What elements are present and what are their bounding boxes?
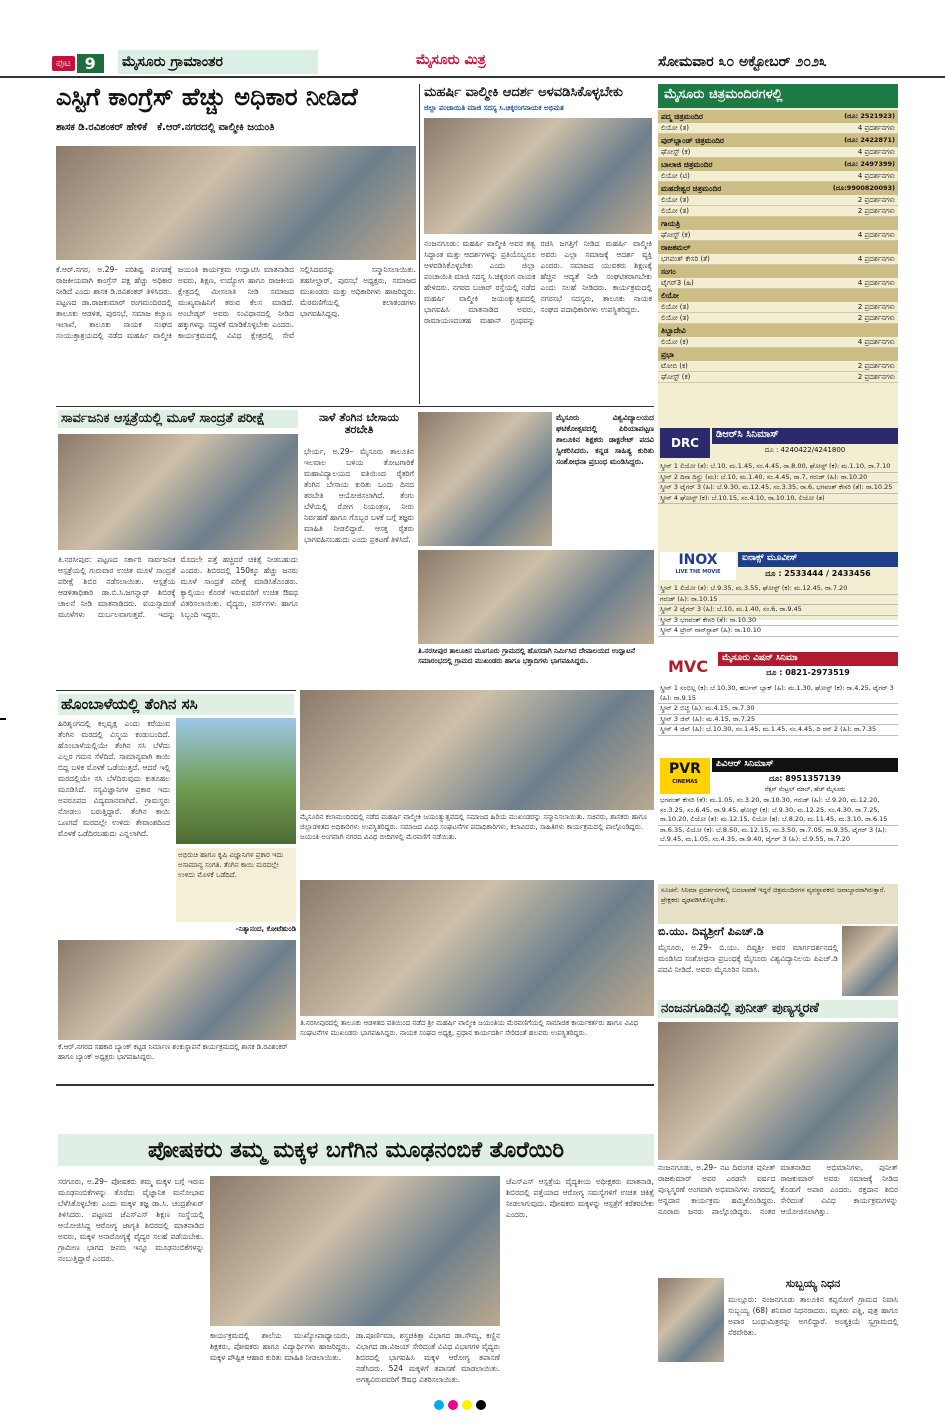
inox-title: ಐನಾಕ್ಸ್ ಮೂವೀಸ್ xyxy=(738,552,898,567)
inox-showtimes xyxy=(658,584,898,637)
checkup-body: ತಿ.ನರಸೀಪುರ: ಪಟ್ಟಣದ ಸರ್ಕಾರಿ ಸಾರ್ವಜನಿಕ ಆಸ್ಪತ್ರೆಯಲ್ಲಿ ಗುರುವಾರ ಉಚಿತ ಮೂಳೆ ಸಾಂದ್ರತೆ ಪರೀಕ್ಷೆ ಶಿಬಿರ ನಡೆಸಲಾಯಿತು. ಆಸ್ಪತ್ರೆಯ ಆಡಳಿತಾಧಿಕಾರಿ ಡಾ.ಬಿ.ಸಿ.ಜಗನ್ನಾಥ್ ಶಿಬಿರಕ್ಕೆ ಚಾಲನೆ ನೀಡಿ ಮಾತನಾಡಿದರು. ವಯಸ್ಸಾದಂತೆ ಮೂಳೆಗಳು ದುರ್ಬಲವಾಗುತ್ತವೆ. ಇದನ್ನು ಮೊದಲೇ ಪತ್ತೆ ಹಚ್ಚಿದರೆ ಚಿಕಿತ್ಸೆ ನೀಡಬಹುದು ಎಂದರು. ಶಿಬಿರದಲ್ಲಿ 150ಕ್ಕೂ ಹೆಚ್ಚು ಜನರು ಮೂಳೆ ಸಾಂದ್ರತೆ ಪರೀಕ್ಷೆ ಮಾಡಿಸಿಕೊಂಡರು. ಕ್ಯಾಲ್ಸಿಯಂ ಕೊರತೆ ಇರುವವರಿಗೆ ಉಚಿತ ಔಷಧ ವಿತರಿಸಲಾಯಿತು. ವೈದ್ಯರು, ನರ್ಸ್‌ಗಳು ಹಾಗೂ ಸಿಬ್ಬಂದಿ ಇದ್ದರು. xyxy=(58,555,298,619)
valmiki-sub: ಜಿಲ್ಲಾ ಪಂಚಾಯಿತಿ ಮಾಜಿ ಸದಸ್ಯ ಸಿ.ಚಿಕ್ಕರಂಗನಾಯಕ ಅಭಿಮತ xyxy=(424,104,564,112)
inox-tagline: LIVE THE MOVIE xyxy=(675,569,721,575)
theatre-name xyxy=(658,265,898,278)
coconut-photo xyxy=(176,718,296,844)
movie-title: ಘೋಸ್ಟ್ (ಕ) xyxy=(661,231,691,239)
felicitation-photo xyxy=(300,690,654,810)
show-row xyxy=(658,123,898,134)
drc-showtime-row: ಸ್ಕ್ರೀನ್ 2 ದಿನಾ ದಿನ್ಹು (ಮ): ಬೆ.10, ಮ.1.40, ಸಂ.4.45, ರಾ.7, ಗರುಡ್ (ಹಿ): ರಾ.10.20 xyxy=(658,473,898,484)
theatre-title: ರಾಜಕಮಲ್ xyxy=(661,243,691,252)
show-row xyxy=(658,230,898,241)
coconut-credit: –ನಿತ್ಯಾನಂದ, ಕೋಟೆಹುಂಡಿ xyxy=(235,925,296,933)
show-count: 2 ಪ್ರದರ್ಶನಗಳು xyxy=(857,362,895,370)
drc-logo: DRC xyxy=(660,428,710,458)
pvr-phone: ದೂ: 8951357139 xyxy=(769,774,841,783)
show-count: 2 ಪ್ರದರ್ಶನಗಳು xyxy=(857,207,895,215)
theatre-title: ತಿಬ್ಬಾದೇವಿ xyxy=(661,326,686,335)
bottom-col1: ಸರಗೂರು, ಅ.29– ಪೋಷಕರು ತಮ್ಮ ಮಕ್ಕಳ ಬಗ್ಗೆ ಇರುವ ಮೂಢನಂಬಿಕೆಗಳನ್ನು ತೊರೆದು ವೈಜ್ಞಾನಿಕ ಮನೋಭಾವ ಬೆಳೆಸಿಕೊಳ್ಳಬೇಕು ಎಂದು ಮಕ್ಕಳ ತಜ್ಞ ಡಾ.ಸಿ. ಚಂದ್ರಶೇಖರ್ ತಿಳಿಸಿದರು. ಪಟ್ಟಣದ ಜೆಎಸ್‌ಎಸ್ ಶಿಕ್ಷಣ ಸಂಸ್ಥೆಯಲ್ಲಿ ಆಯೋಜಿಸಿದ್ದ ಆರೋಗ್ಯ ಜಾಗೃತಿ ಶಿಬಿರದಲ್ಲಿ ಮಾತನಾಡಿದ ಅವರು, ಮಕ್ಕಳ ಅನಾರೋಗ್ಯಕ್ಕೆ ವೈದ್ಯರ ಸಲಹೆ ಪಡೆಯಬೇಕು. ಗ್ರಾಮೀಣ ಭಾಗದ ಜನರು ಇನ್ನೂ ಮೂಢನಂಬಿಕೆಗಳನ್ನು ನಂಬುತ್ತಿದ್ದಾರೆ ಎಂದರು. xyxy=(58,1177,204,1263)
divider xyxy=(56,1084,654,1086)
page-number: 9 xyxy=(77,54,104,73)
drc-phone: ದೂ : 4240422/4241800 xyxy=(764,446,846,454)
theatre-name xyxy=(658,182,898,195)
theatre-name xyxy=(658,158,898,171)
movie-title: ಲಿಯೋ (ಕ) xyxy=(661,338,689,346)
show-row xyxy=(658,337,898,348)
movie-title: ಟೋಬಿ (ಕ) xyxy=(661,362,688,370)
mvc-showtime-row: ಸ್ಕ್ರೀನ್ 2 ಬಿಚ್ಚಿ (ಹಿ): ಮ.4.15, ರಾ.7.30 xyxy=(658,704,898,715)
movie-title: ಲಿಯೋ (ಟಿ) xyxy=(661,172,690,180)
bottom-col4: ಜೆಎಸ್‌ಎಸ್ ಆಸ್ಪತ್ರೆಯ ವೈದ್ಯಕೀಯ ಅಧೀಕ್ಷಕರು ಮಾತನಾಡಿ, ಶಿಬಿರದಲ್ಲಿ ಪತ್ತೆಯಾದ ಆರೋಗ್ಯ ಸಮಸ್ಯೆಗಳಿಗೆ ಉಚಿತ ಚಿಕಿತ್ಸೆ ನೀಡಲಾಗುವುದು. ಪೋಷಕರು ಮಕ್ಕಳನ್ನು ಆಸ್ಪತ್ರೆಗೆ ಕರೆತರಬೇಕು ಎಂದರು. xyxy=(506,1177,654,1219)
coconut-body: ಹಿರಿಶೃಂಗದಲ್ಲಿ ಕಲ್ಪವೃಕ್ಷ ಎಂದು ಕರೆಯುವ ತೆಂಗಿನ ಮರದಲ್ಲಿ ವಿಸ್ಮಯ ಕಂಡುಬಂದಿದೆ. ಹೊಂಬಾಳೆಯಲ್ಲಿಯೇ ತೆಂಗಿನ ಸಸಿ ಬೆಳೆದು ಎಲ್ಲರ ಗಮನ ಸೆಳೆದಿದೆ. ಸಾಮಾನ್ಯವಾಗಿ ಕಾಯಿ ಬಿದ್ದ ಬಳಿಕ ಮೊಳಕೆ ಒಡೆಯುತ್ತದೆ. ಆದರೆ ಇಲ್ಲಿ ಮರದಲ್ಲಿಯೇ ಸಸಿ ಬೆಳೆದಿರುವುದು ಕುತೂಹಲ ಮೂಡಿಸಿದೆ. ಸಸ್ಯವಿಜ್ಞಾನಿಗಳ ಪ್ರಕಾರ ಇದು ಅಪರೂಪದ ವಿದ್ಯಮಾನವಾಗಿದೆ. ಗ್ರಾಮಸ್ಥರು ನೋಡಲು ಬರುತ್ತಿದ್ದಾರೆ. ತೆಂಗಿನ ಕಾಯಿ ಒಣಗದೆ ಮರದಲ್ಲೇ ಉಳಿದು ತೇವಾಂಶದಿಂದ ಮೊಳಕೆ ಒಡೆದಿರಬಹುದು ಎನ್ನಲಾಗಿದೆ. xyxy=(58,719,170,838)
registration-marks xyxy=(434,1400,486,1410)
phd-portrait xyxy=(842,926,898,996)
theatre-name xyxy=(658,289,898,302)
theatre-phone: (ದೂ: 2497399) xyxy=(844,160,895,168)
show-count: 4 ಪ್ರದರ್ಶನಗಳು xyxy=(857,279,895,287)
inox-showtime-row: ಸ್ಕ್ರೀನ್ 3 ಭಗವಂತ್ ಕೇಸರಿ (ತೆ): ರಾ.10.30 xyxy=(658,616,898,627)
fold-mark xyxy=(0,718,6,720)
show-row xyxy=(658,372,898,383)
yellow-mark xyxy=(462,1400,472,1410)
show-row xyxy=(658,171,898,182)
cinema-title: ಮೈಸೂರು ಚಿತ್ರಮಂದಿರಗಳಲ್ಲಿ xyxy=(658,84,898,108)
movie-title: ಘೋಸ್ಟ್ (ಕ) xyxy=(661,373,691,381)
movie-title: ಭಗವಂತ್ ಕೇಸರಿ (ತೆ) xyxy=(661,255,710,263)
pvr-showtime-row: ರಾ.6.35, ಲಿಯೋ (ಕ): ಬೆ.8.50, ಮ.12.15, ಸಂ.3.50, ರಾ.7.05, ರಾ.9.35, ಟೈಗರ್ 3 (ಹಿ): ಬೆ.9.45, ಮ.1.05, ಸಂ.4.35, ರಾ.9.40, ಟೈಗರ್ 3 (ಹಿ): ಬೆ.9.55, ರಾ.7.20 xyxy=(658,826,898,846)
lead-photo xyxy=(56,146,416,260)
doctorate-photo xyxy=(418,412,552,546)
theatre-title: ಸಂಗಂ xyxy=(661,267,676,276)
magenta-mark xyxy=(448,1400,458,1410)
obit-body: ಮುಲ್ಲೂರು: ನಂಜನಗೂಡು ತಾಲೂಕಿನ ಕಪ್ಪಸೋಗೆ ಗ್ರಾಮದ ನಿವಾಸಿ ಸುಬ್ಬಯ್ಯ (68) ಶನಿವಾರ ನಿಧನರಾದರು. ಮೃತರು ಪತ್ನಿ, ಪುತ್ರ ಹಾಗೂ ಅಪಾರ ಬಂಧುಮಿತ್ರರನ್ನು ಅಗಲಿದ್ದಾರೆ. ಅಂತ್ಯಕ್ರಿಯೆ ಸ್ವಗ್ರಾಮದಲ್ಲಿ ನೆರವೇರಿತು. xyxy=(728,1295,898,1337)
theatre-name xyxy=(658,110,898,123)
show-count: 4 ಪ್ರದರ್ಶನಗಳು xyxy=(857,172,895,180)
show-count: 4 ಪ್ರದರ್ಶನಗಳು xyxy=(857,338,895,346)
theatre-title: ಬಾಲಾಜಿ ಚಿತ್ರಮಂದಿರ xyxy=(661,160,713,169)
section-title: ಮೈಸೂರು ಗ್ರಾಮಾಂತರ xyxy=(122,54,223,70)
show-row xyxy=(658,147,898,158)
divider xyxy=(56,690,296,691)
show-count: 4 ಪ್ರದರ್ಶನಗಳು xyxy=(857,148,895,156)
theatre-title: ಪುರ್‌ಬ್ಲಾಂಡ್ ಚಿತ್ರಮಂದಿರ xyxy=(661,136,724,145)
theatre-phone: (ದೂ: 2422871) xyxy=(844,136,895,144)
coconut-box: ಅಭಿರುಚಿ ಹಾಗೂ ಕೃಷಿ ವಿಜ್ಞಾನಿಗಳ ಪ್ರಕಾರ ಇದು ಅಸಾಮಾನ್ಯ ಸಂಗತಿ. ತೆಂಗಿನ ಕಾಯಿ ಮರದಲ್ಲೇ ಉಳಿದು ಮೊಳಕೆ ಒಡೆದಿದೆ. xyxy=(176,848,296,922)
inox-showtime-row: ಸ್ಕ್ರೀನ್ 2 ಟೈಗರ್ 3 (ಹಿ): ಬೆ.10, ಮ.1.40, ಸಂ.6, ರಾ.9.45 xyxy=(658,605,898,616)
show-row xyxy=(658,195,898,206)
theatre-title: ಗಾಯತ್ರಿ xyxy=(661,219,681,228)
black-mark xyxy=(476,1400,486,1410)
temple-caption: ತಿ.ನರಸೀಪುರ ತಾಲೂಕಿನ ಮೂಗೂರು ಗ್ರಾಮದಲ್ಲಿ ಹೊಸದಾಗಿ ನಿರ್ಮಿಸಿದ ದೇವಾಲಯದ ಉದ್ಘಾಟನೆ ಸಮಾರಂಭದಲ್ಲಿ ಗ್ರಾಮದ ಮುಖಂಡರು ಹಾಗೂ ಭಕ್ತಾದಿಗಳು ಭಾಗವಹಿಸಿದ್ದರು. xyxy=(418,647,636,665)
cyan-mark xyxy=(434,1400,444,1410)
theatre-name xyxy=(658,134,898,147)
mvc-showtime-row: ಸ್ಕ್ರೀನ್ 3 ಜಿನ್ (ಹಿ): ಮ.4.15, ರಾ.7.25 xyxy=(658,715,898,726)
show-row xyxy=(658,254,898,265)
movie-title: ಲಿಯೋ (ತ) xyxy=(661,314,689,322)
lead-subheads xyxy=(56,122,416,133)
bottom-headline: ಪೋಷಕರು ತಮ್ಮ ಮಕ್ಕಳ ಬಗೆಗಿನ ಮೂಢನಂಬಿಕೆ ತೊರೆಯಿರಿ xyxy=(58,1134,654,1166)
checkup-headline: ಸಾರ್ವಜನಿಕ ಆಸ್ಪತ್ರೆಯಲ್ಲಿ ಮೂಳೆ ಸಾಂದ್ರತೆ ಪರೀಕ್ಷೆ xyxy=(58,410,298,428)
theatre-title: ಪ್ರಭಾ xyxy=(661,350,674,359)
training-body: ಭೇರ್ಯ, ಅ.29– ಮೈಸೂರು ತಾಲೂಕಿನ ಇಲವಾಲ ಬಳಿಯ ತೋಟಗಾರಿಕೆ ಮಹಾವಿದ್ಯಾಲಯದ ವತಿಯಿಂದ ರೈತರಿಗೆ ತೆಂಗಿನ ಬೇಸಾಯ ಕುರಿತು ಒಂದು ದಿನದ ತರಬೇತಿ ಆಯೋಜಿಸಲಾಗಿದೆ. ತೆಂಗು ಬೆಳೆಯಲ್ಲಿ ರೋಗ ನಿಯಂತ್ರಣ, ನೀರು ನಿರ್ವಹಣೆ ಹಾಗೂ ಗೊಬ್ಬರ ಬಳಕೆ ಬಗ್ಗೆ ತಜ್ಞರು ಮಾಹಿತಿ ನೀಡಲಿದ್ದಾರೆ. ಆಸಕ್ತ ರೈತರು ಭಾಗವಹಿಸಬಹುದು ಎಂದು ಪ್ರಕಟಣೆ ತಿಳಿಸಿದೆ. xyxy=(304,447,414,544)
pvr-address: ನೆಕ್ಸಸ್ ಸೆಂಟ್ರಲ್ ಮಾಲ್, ಹೆಚ್ ಮೈಸೂರು xyxy=(764,786,846,793)
obit-portrait xyxy=(658,1278,724,1362)
mvc-showtimes xyxy=(658,684,898,736)
pvr-logo xyxy=(660,758,710,794)
procession-caption: ತಿ.ನರಸೀಪುರದಲ್ಲಿ ತಾಲೂಕು ಆಡಳಿತದ ವತಿಯಿಂದ ನಡೆದ ಶ್ರೀ ಮಹರ್ಷಿ ವಾಲ್ಮೀಕಿ ಜಯಂತಿಯ ಮೆರವಣಿಗೆಯಲ್ಲಿ ಸಾಮಾಜಿಕ ಕಾರ್ಯಕರ್ತರು ಹಾಗೂ ವಿವಿಧ ಸಂಘಟನೆಗಳ ಮುಖಂಡರು ಭಾಗವಹಿಸಿದ್ದರು. ನಾಯಕ ಸಂಘದ ಅಧ್ಯಕ್ಷ, ಪ್ರಧಾನ ಕಾರ್ಯದರ್ಶಿ ಸೇರಿದಂತೆ ಹಲವರು ಉಪಸ್ಥಿತರಿದ್ದರು. xyxy=(300,1019,638,1037)
drc-showtime-row: ಸ್ಕ್ರೀನ್ 1 ಲಿಯೋ (ತ): ಬೆ.10, ಮ.1.45, ಸಂ.4.45, ರಾ.8.00, ಘೋಸ್ಟ್ (ಕ): ಮ.1.10, ರಾ.7.10 xyxy=(658,462,898,473)
obit-headline: ಸುಬ್ಬಯ್ಯ ನಿಧನ xyxy=(785,1277,841,1290)
puneeth-body: ನಂಜನಗೂಡು, ಅ.29– ನಟ ದಿವಂಗತ ಪುನೀತ್ ರಾಜಕುಮಾರ್ ಅವರ ಎರಡನೇ ವರ್ಷದ ಪುಣ್ಯಸ್ಮರಣೆ ಅಂಗವಾಗಿ ಅಭಿಮಾನಿಗಳು ನಗರದಲ್ಲಿ ಅನ್ನದಾನ ಕಾರ್ಯಕ್ರಮ ಹಮ್ಮಿಕೊಂಡಿದ್ದರು. ನೂರಾರು ಜನರು ಪಾಲ್ಗೊಂಡಿದ್ದರು. ನಂತರ ಮಾತನಾಡಿದ ಅಭಿಮಾನಿಗಳು, ಪುನೀತ್ ರಾಜಕುಮಾರ್ ಅವರು ಸಮಾಜಕ್ಕೆ ನೀಡಿದ ಕೊಡುಗೆ ಅಪಾರ ಎಂದರು. ರಕ್ತದಾನ ಶಿಬಿರ ಸೇರಿದಂತೆ ವಿವಿಧ ಕಾರ್ಯಕ್ರಮಗಳನ್ನು ಆಯೋಜಿಸಲಾಗಿತ್ತು. xyxy=(658,1163,898,1216)
felicitation-caption: ಮೈಸೂರಿನ ಕಲಾಮಂದಿರದಲ್ಲಿ ನಡೆದ ಮಹರ್ಷಿ ವಾಲ್ಮೀಕಿ ಜಯಂತ್ಯುತ್ಸವದಲ್ಲಿ ಸಮಾಜದ ಹಿರಿಯ ಮುಖಂಡರನ್ನು ಸನ್ಮಾನಿಸಲಾಯಿತು. ಸಚಿವರು, ಶಾಸಕರು ಹಾಗೂ ಜಿಲ್ಲಾಡಳಿತದ ಅಧಿಕಾರಿಗಳು ಉಪಸ್ಥಿತರಿದ್ದರು. ಸಮಾಜದ ವಿವಿಧ ಸಂಘಟನೆಗಳ ಪದಾಧಿಕಾರಿಗಳು, ಕಲಾವಿದರು, ಸಾಹಿತಿಗಳು ಕಾರ್ಯಕ್ರಮದಲ್ಲಿ ಪಾಲ್ಗೊಂಡಿದ್ದರು. ಜಯಂತಿ ಅಂಗವಾಗಿ ನಗರದ ವಿವಿಧ ಬೀದಿಗಳಲ್ಲಿ ಮೆರವಣಿಗೆ ನಡೆಯಿತು. xyxy=(300,813,648,841)
theatre-name xyxy=(658,348,898,361)
divider xyxy=(419,84,420,404)
training-headline: ನಾಳೆ ತೆಂಗಿನ ಬೇಸಾಯ ತರಬೇತಿ xyxy=(319,411,399,437)
show-row xyxy=(658,206,898,217)
lead-body: ಕೆ.ಆರ್.ನಗರ, ಅ.29– ಪರಿಶಿಷ್ಟ ಪಂಗಡಕ್ಕೆ ರಾಜಕೀಯವಾಗಿ ಕಾಂಗ್ರೆಸ್ ಪಕ್ಷ ಹೆಚ್ಚು ಅಧಿಕಾರ ನೀಡಿದೆ ಎಂದು ಶಾಸಕ ಡಿ.ರವಿಶಂಕರ್ ತಿಳಿಸಿದರು. ಪಟ್ಟಣದ ಡಾ.ರಾಜಕುಮಾರ್ ರಂಗಮಂದಿರದಲ್ಲಿ ತಾಲೂಕು ಆಡಳಿತ, ಪುರಸಭೆ, ಸಮಾಜ ಕಲ್ಯಾಣ ಇಲಾಖೆ, ತಾಲೂಕು ನಾಯಕ ಸಂಘದ ಸಂಯುಕ್ತಾಶ್ರಯದಲ್ಲಿ ನಡೆದ ಮಹರ್ಷಿ ವಾಲ್ಮೀಕಿ ಜಯಂತಿ ಕಾರ್ಯಕ್ರಮ ಉದ್ಘಾಟಿಸಿ ಮಾತನಾಡಿದ ಅವರು, ಶಿಕ್ಷಣ, ಉದ್ಯೋಗ ಹಾಗೂ ರಾಜಕೀಯ ಕ್ಷೇತ್ರದಲ್ಲಿ ಮೀಸಲಾತಿ ನೀಡಿ ಸಮಾಜದ ಮುಖ್ಯವಾಹಿನಿಗೆ ತರುವ ಕೆಲಸ ಮಾಡಿದೆ. ಅಂಬೇಡ್ಕರ್ ಅವರು ಸಂವಿಧಾನದಲ್ಲಿ ನೀಡಿದ ಹಕ್ಕುಗಳನ್ನು ಸದ್ಬಳಕೆ ಮಾಡಿಕೊಳ್ಳಬೇಕು ಎಂದರು. ಕಾರ್ಯಕ್ರಮದಲ್ಲಿ ವಿವಿಧ ಕ್ಷೇತ್ರದಲ್ಲಿ ಸೇವೆ ಸಲ್ಲಿಸಿದವರನ್ನು ಸನ್ಮಾನಿಸಲಾಯಿತು. ತಹಸೀಲ್ದಾರ್, ಪುರಸಭೆ ಅಧ್ಯಕ್ಷರು, ಸಮಾಜದ ಮುಖಂಡರು ಮತ್ತು ಅಧಿಕಾರಿಗಳು ಹಾಜರಿದ್ದರು. ಮೆರವಣಿಗೆಯಲ್ಲಿ ಕಲಾತಂಡಗಳು ಭಾಗವಹಿಸಿದ್ದವು. xyxy=(56,265,416,340)
theatre-name xyxy=(658,217,898,230)
puneeth-photo xyxy=(658,1022,898,1160)
puneeth-headline: ನಂಜನಗೂಡಿನಲ್ಲಿ ಪುನೀತ್ ಪುಣ್ಯಸ್ಮರಣೆ xyxy=(658,1000,898,1018)
mvc-logo: MVC xyxy=(660,652,716,680)
show-count: 2 ಪ್ರದರ್ಶನಗಳು xyxy=(857,373,895,381)
show-row xyxy=(658,361,898,372)
movie-title: ಲಿಯೋ (ತ) xyxy=(661,207,689,215)
movie-title: ಲಿಯೋ (ತ) xyxy=(661,303,689,311)
phd-headline: ಬಿ.ಯು. ದಿವ್ಯಶ್ರೀಗೆ ಪಿಎಚ್.ಡಿ xyxy=(658,925,764,938)
theatre-title: ಪದ್ಮ ಚಿತ್ರಮಂದಿರ xyxy=(661,112,703,121)
inox-showtime-row: ಸ್ಕ್ರೀನ್ 4 ಟ್ರೇನ್ ನಾನ್‌ಸ್ಟಾಪ್ (ಹಿ): ರಾ.10.10 xyxy=(658,626,898,637)
bank-photo xyxy=(58,940,296,1040)
lead-headline: ಎಸ್ಟಿಗೆ ಕಾಂಗ್ರೆಸ್ ಹೆಚ್ಚು ಅಧಿಕಾರ ನೀಡಿದೆ xyxy=(56,82,358,111)
bank-caption: ಕೆ.ಆರ್.ನಗರದ ಸಹಕಾರ ಬ್ಯಾಂಕ್ ಕಟ್ಟಡ ನಿರ್ಮಾಣ ಶಂಕುಸ್ಥಾಪನೆ ಕಾರ್ಯಕ್ರಮದಲ್ಲಿ ಶಾಸಕ ಡಿ.ರವಿಶಂಕರ್ ಹಾಗೂ ಬ್ಯಾಂಕ್ ಅಧ್ಯಕ್ಷರು ಭಾಗವಹಿಸಿದ್ದರು. xyxy=(58,1043,288,1061)
show-count: 2 ಪ್ರದರ್ಶನಗಳು xyxy=(857,314,895,322)
temple-photo xyxy=(418,550,654,644)
coconut-headline: ಹೊಂಬಾಳೆಯಲ್ಲಿ ತೆಂಗಿನ ಸಸಿ xyxy=(58,694,294,715)
checkup-photo xyxy=(58,434,298,550)
inox-phone: ದೂ : 2533444 / 2433456 xyxy=(765,569,871,578)
show-row xyxy=(658,302,898,313)
drc-title: ಡಿಆರ್‌ಸಿ ಸಿನಿಮಾಸ್ xyxy=(712,428,898,444)
theatre-name xyxy=(658,324,898,337)
cinema-note: ಸೂಚನೆ: ಸಿನಿಮಾ ಪ್ರದರ್ಶನಗಳಲ್ಲಿ ಬದಲಾವಣೆ ಇದ್ದರೆ ಚಿತ್ರಮಂದಿರಗಳ ವ್ಯವಸ್ಥಾಪಕರು ಜವಾಬ್ದಾರರಾಗಿರುತ್ತಾರೆ. ಪ್ರೇಕ್ಷಕರು ದೃಢಪಡಿಸಿಕೊಳ್ಳಬೇಕು. xyxy=(658,884,898,924)
drc-showtime-row: ಸ್ಕ್ರೀನ್ 4 ಘೋಸ್ಟ್ (ಕ): ಬೆ.10.15, ಸಂ.4.10, ರಾ.10.10, ಲಿಯೋ (ತ) xyxy=(658,494,898,505)
doctorate-body: ಮೈಸೂರು ವಿಶ್ವವಿದ್ಯಾಲಯದ ಘಟಿಕೋತ್ಸವದಲ್ಲಿ ಪಿರಿಯಾಪಟ್ಟಣ ತಾಲೂಕಿನ ಶಿಕ್ಷಕರು ಡಾಕ್ಟರೇಟ್ ಪದವಿ ಸ್ವೀಕರಿಸಿದರು. ಕನ್ನಡ ಸಾಹಿತ್ಯ ಕುರಿತು ಸಂಶೋಧನಾ ಪ್ರಬಂಧ ಮಂಡಿಸಿದ್ದರು. xyxy=(556,413,654,466)
bottom-col2: ಕಾರ್ಯಕ್ರಮದಲ್ಲಿ ಶಾಲೆಯ ಮುಖ್ಯೋಪಾಧ್ಯಾಯರು, ಶಿಕ್ಷಕರು, ಪೋಷಕರು ಹಾಗೂ ವಿದ್ಯಾರ್ಥಿಗಳು ಹಾಜರಿದ್ದರು. ಮಕ್ಕಳ ಪೌಷ್ಟಿಕ ಆಹಾರ ಕುರಿತು ಮಾಹಿತಿ ನೀಡಲಾಯಿತು. xyxy=(210,1331,350,1362)
show-count: 4 ಪ್ರದರ್ಶನಗಳು xyxy=(857,124,895,132)
show-count: 4 ಪ್ರದರ್ಶನಗಳು xyxy=(857,255,895,263)
theatre-title: ಲಿಯೋ xyxy=(661,291,679,300)
drc-showtimes xyxy=(658,462,898,504)
movie-title: ಲಿಯೋ (ತ) xyxy=(661,196,689,204)
movie-title: ಟೈಗರ್3 (ಹಿ) xyxy=(661,279,694,287)
show-row xyxy=(658,278,898,289)
mvc-title: ಮೈಸೂರು ವಿಷನ್ ಸಿನಿಮಾ xyxy=(718,652,898,666)
lead-sub1: ಶಾಸಕ ಡಿ.ರವಿಶಂಕರ್ ಹೇಳಿಕೆ xyxy=(56,122,148,133)
show-count: 4 ಪ್ರದರ್ಶನಗಳು xyxy=(857,231,895,239)
issue-date: ಸೋಮವಾರ ೩೦ ಅಕ್ಟೋಬರ್ ೨೦೨೩ xyxy=(658,54,827,70)
show-count: 2 ಪ್ರದರ್ಶನಗಳು xyxy=(857,196,895,204)
drc-showtime-row: ಸ್ಕ್ರೀನ್ 3 ಟೈಗರ್ 3 (ಹಿ): ಬೆ.9.30, ಮ.12.45, ಸಂ.3.35, ರಾ.6, ಭಗವಂತ್ ಕೇಸರಿ (ತೆ): ರಾ.10.25 xyxy=(658,483,898,494)
movie-title: ಘೋಸ್ಟ್ (ಕ) xyxy=(661,148,691,156)
theatre-name xyxy=(658,241,898,254)
inox-logo xyxy=(660,552,736,580)
mvc-showtime-row: ಸ್ಕ್ರೀನ್ 4 ಜಿನ್ (ಹಿ): ಬೆ.10.30, ಸಂ.1.45, ಮ.1.45, ಸಂ.4.45, ದಿ ರನ್ 2 (ಹಿ): ರಾ.7.35 xyxy=(658,725,898,736)
movie-title: ಲಿಯೋ (ತ) xyxy=(661,124,689,132)
inox-wordmark: INOX xyxy=(678,552,718,568)
pvr-wordmark: PVR xyxy=(669,761,701,777)
mvc-showtime-row: ಸ್ಕ್ರೀನ್ 1 ಸಂಭಿಲ್ಲ (ಕ): ಬೆ.10.30, ಹರ್ಬನ್ ಬ್ಲಾಕ್ (ಹಿ): ಮ.1.30, ಘೋಸ್ಟ್ (ಕ): ರಾ.4.25, ಟೈಗರ್ 3 (ಹಿ): ರಾ.9.15 xyxy=(658,684,898,704)
valmiki-headline: ಮಹರ್ಷಿ ವಾಲ್ಮೀಕಿ ಆದರ್ಶ ಅಳವಡಿಸಿಕೊಳ್ಳಬೇಕು xyxy=(424,85,623,100)
inox-showtime-row: ಸ್ಕ್ರೀನ್ 1 ಲಿಯೋ (ತ): ಬೆ.9.35, ಮ.3.55, ಘೋಸ್ಟ್ (ಕ): ಮ.12.45, ರಾ.7.20 xyxy=(658,584,898,595)
pvr-title: ಪಿವಿಆರ್ ಸಿನಿಮಾಸ್ xyxy=(712,758,898,772)
procession-photo xyxy=(300,880,654,1016)
show-row xyxy=(658,313,898,324)
phd-body: ಮೈಸೂರು, ಅ.29– ಬಿ.ಯು. ದಿವ್ಯಶ್ರೀ ಅವರ ಮಾರ್ಗದರ್ಶನದಲ್ಲಿ ಮಂಡಿಸಿದ ಸಂಶೋಧನಾ ಪ್ರಬಂಧಕ್ಕೆ ಮೈಸೂರು ವಿಶ್ವವಿದ್ಯಾನಿಲಯ ಪಿಎಚ್.ಡಿ ಪದವಿ ನೀಡಿದೆ. ಅವರು ಮೈಸೂರಿನ ನಿವಾಸಿ. xyxy=(658,943,838,974)
theatre-phone: (ದೂ: 2521923) xyxy=(844,112,895,120)
bottom-col3: ಡಾ.ಪೂರ್ಣಿಮಾ, ಶಸ್ತ್ರಚಿಕಿತ್ಸಾ ವಿಭಾಗದ ಡಾ.ಸೌಮ್ಯ, ಕಣ್ಣಿನ ವಿಭಾಗದ ಡಾ.ವಿಜಯ್ ಸೇರಿದಂತೆ ವಿವಿಧ ವಿಭಾಗಗಳ ವೈದ್ಯರು ಶಿಬಿರದಲ್ಲಿ ಭಾಗವಹಿಸಿ ಮಕ್ಕಳ ಆರೋಗ್ಯ ತಪಾಸಣೆ ನಡೆಸಿದರು. 524 ಮಕ್ಕಳಿಗೆ ತಪಾಸಣೆ ಮಾಡಲಾಯಿತು. ಅಗತ್ಯವಿರುವವರಿಗೆ ಔಷಧ ವಿತರಿಸಲಾಯಿತು. xyxy=(356,1331,500,1384)
pvr-tagline: CINEMAS xyxy=(672,779,698,785)
lead-sub2: ಕೆ.ಆರ್.ನಗರದಲ್ಲಿ ವಾಲ್ಮೀಕಿ ಜಯಂತಿ xyxy=(157,122,275,133)
newspaper-logo: ಮೈಸೂರು ಮಿತ್ರ xyxy=(416,52,486,68)
bottom-photo xyxy=(210,1176,500,1326)
theatre-title: ಮಹದೇಶ್ವರ ಚಿತ್ರಮಂದಿರ xyxy=(661,184,722,193)
divider xyxy=(56,406,654,407)
theatre-list xyxy=(658,110,898,383)
valmiki-body: ನಂಜನಗೂಡು: ಮಹರ್ಷಿ ವಾಲ್ಮೀಕಿ ಅವರ ತತ್ವ ಸಿದ್ಧಾಂತ ಮತ್ತು ಆದರ್ಶಗಳನ್ನು ಪ್ರತಿಯೊಬ್ಬರೂ ಅಳವಡಿಸಿಕೊಳ್ಳಬೇಕು ಎಂದು ಜಿಲ್ಲಾ ಪಂಚಾಯಿತಿ ಮಾಜಿ ಸದಸ್ಯ ಸಿ.ಚಿಕ್ಕರಂಗ ನಾಯಕ ಹೇಳಿದರು. ನಗರದ ಬಜಾರ್ ರಸ್ತೆಯಲ್ಲಿ ನಡೆದ ಮಹರ್ಷಿ ವಾಲ್ಮೀಕಿ ಜಯಂತ್ಯುತ್ಸವದಲ್ಲಿ ಭಾಗವಹಿಸಿ ಮಾತನಾಡಿದ ಅವರು, ರಾಮಾಯಣದಂತಹ ಮಹಾನ್ ಗ್ರಂಥವನ್ನು ರಚಿಸಿ ಜಗತ್ತಿಗೆ ನೀಡಿದ ಮಹರ್ಷಿ ವಾಲ್ಮೀಕಿ ಅವರು ಎಲ್ಲಾ ಸಮಾಜಕ್ಕೆ ಆದರ್ಶ ವ್ಯಕ್ತಿ ಎಂದರು. ಸಮಾಜದ ಯುವಕರು ಶಿಕ್ಷಣಕ್ಕೆ ಹೆಚ್ಚಿನ ಆದ್ಯತೆ ನೀಡಿ ಸಂಘಟಿತರಾಗಬೇಕು ಎಂದು ಸಲಹೆ ನೀಡಿದರು. ಕಾರ್ಯಕ್ರಮದಲ್ಲಿ ನಗರಸಭೆ ಸದಸ್ಯರು, ತಾಲೂಕು ನಾಯಕ ಸಂಘದ ಪದಾಧಿಕಾರಿಗಳು ಉಪಸ್ಥಿತರಿದ್ದರು. xyxy=(424,239,652,325)
page-tag xyxy=(52,52,104,74)
pvr-showtimes xyxy=(658,796,898,846)
mvc-phone: ದೂ : 0821-2973519 xyxy=(766,668,850,677)
valmiki-photo xyxy=(424,118,652,234)
theatre-phone: (ದೂ:9900820093) xyxy=(832,184,895,192)
show-count: 2 ಪ್ರದರ್ಶನಗಳು xyxy=(857,303,895,311)
inox-showtime-row: ಗರುಡ್ (ಹಿ): ರಾ.10.15 xyxy=(658,595,898,606)
pvr-showtime-row: ಭಗವಂತ್ ಕೇಸರಿ (ತೆ): ಮ.1.05, ಸಂ.3.20, ರಾ.10.30, ಗರುಡ್ (ಹಿ): ಬೆ.9.20, ಮ.12.20, ಸಂ.3.25, ಸಂ.6.45, ರಾ.9.45, ಘೋಸ್ಟ್ (ಕ): ಬೆ.9.30, ಮ.12.25, ಸಂ.4.30, ರಾ.7.25, ರಾ.10.20, ಲಿಯೋ (ತ): ಮ.12.15, ಲಿಯೋ (ತ): ಬೆ.8.20, ಮ.11.45, ಮ.3.10, ರಾ.6.15 xyxy=(658,796,898,826)
page-label: ಪುಟ xyxy=(52,56,75,71)
